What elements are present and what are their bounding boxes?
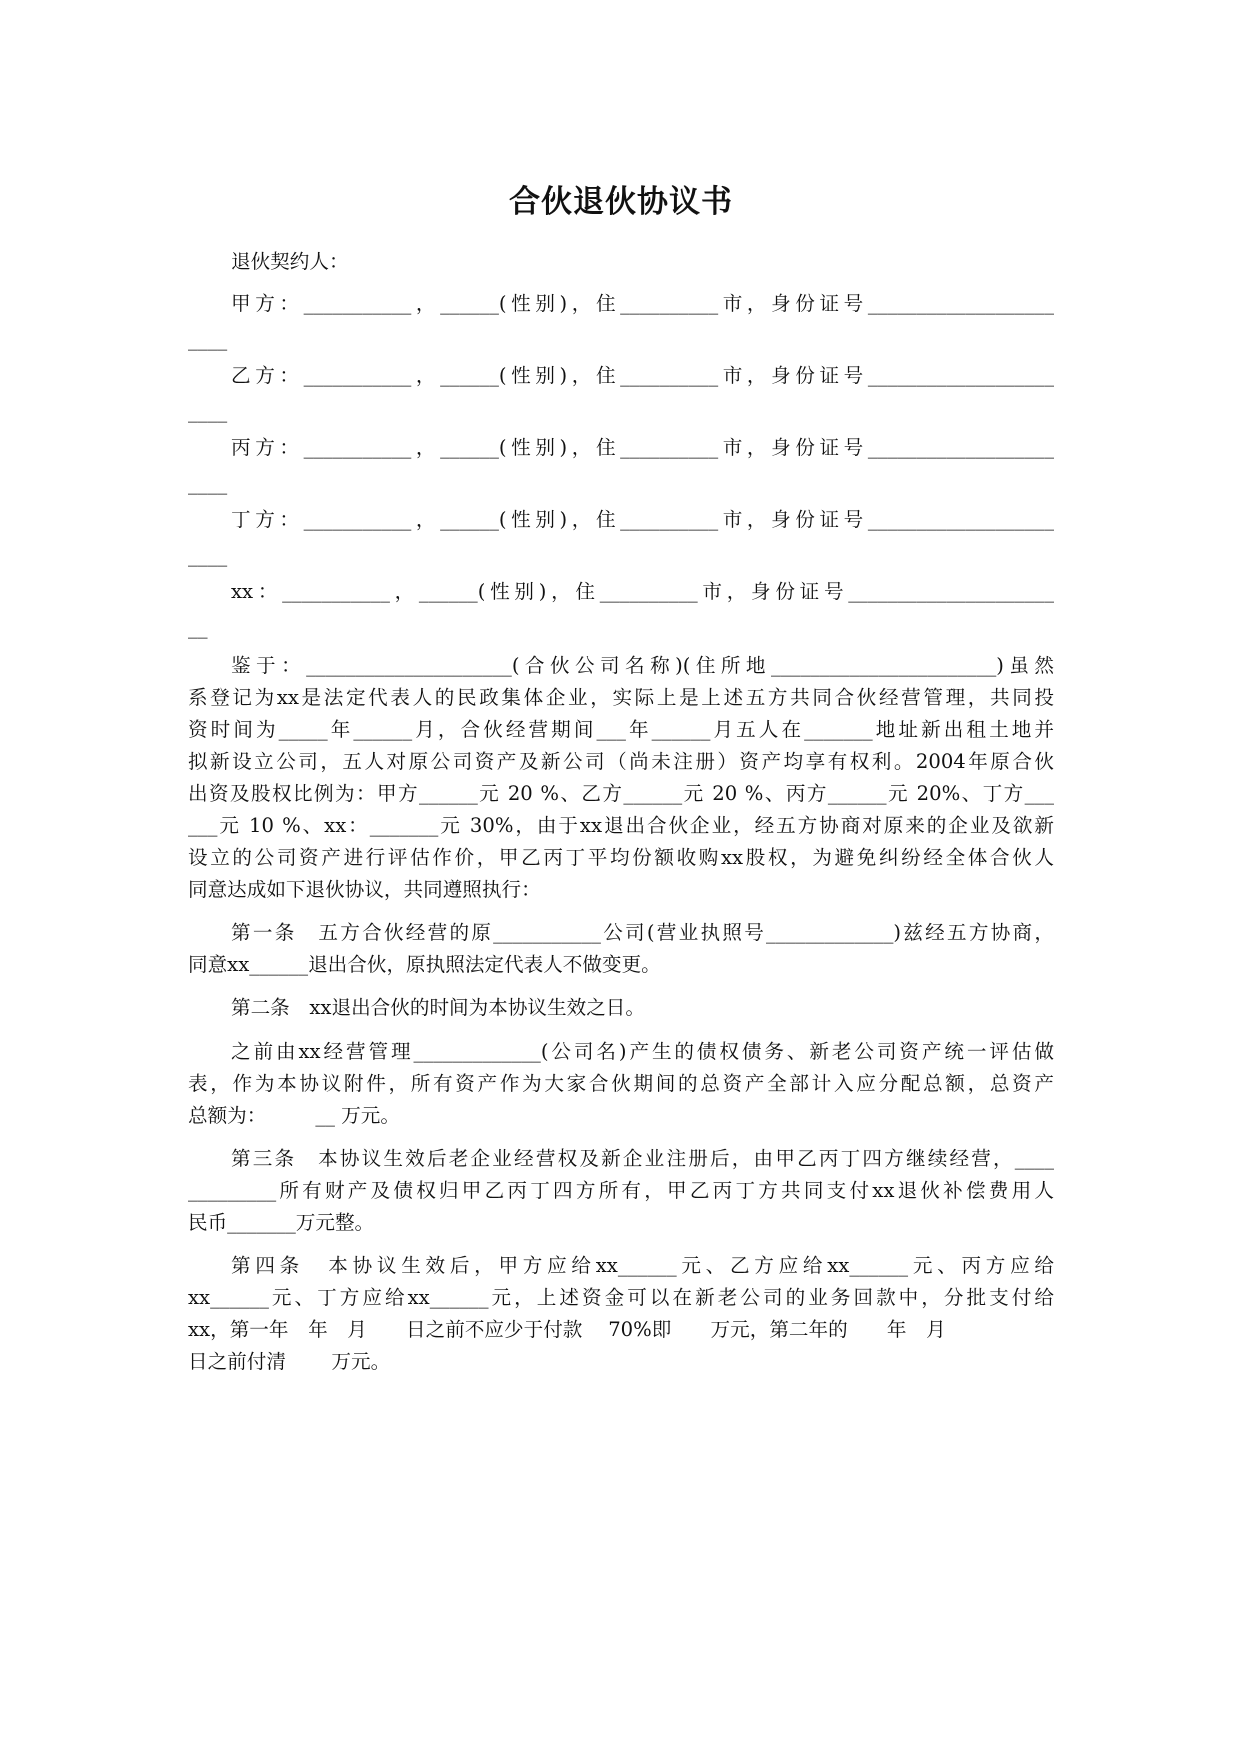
party-bing-line: 丙方：___________，______(性别)，住__________市，身份证号___________________ <box>231 436 1054 459</box>
recital-line: 出资及股权比例为：甲方______元 20 %、乙方______元 20 %、丙方______元 20%、丁方___ <box>188 782 1054 805</box>
article-3-line: _________所有财产及债权归甲乙丙丁四方所有，甲乙丙丁方共同支付xx退伙补偿费用人 <box>188 1179 1054 1202</box>
document-title: 合伙退伙协议书 <box>509 184 733 220</box>
article-1-line: 同意xx______退出合伙，原执照法定代表人不做变更。 <box>188 953 661 976</box>
party-ding-line-continued: ____ <box>188 544 228 567</box>
recital-line: 设立的公司资产进行评估作价，甲乙丙丁平均份额收购xx股权，为避免纠纷经全体合伙人 <box>188 846 1054 869</box>
recital-line: 资时间为_____年______月，合伙经营期间___年______月五人在_______地址新出租土地并 <box>188 718 1054 741</box>
recital-line: 系登记为xx是法定代表人的民政集体企业，实际上是上述五方共同合伙经营管理，共同投 <box>188 686 1054 709</box>
recital-line: 拟新设立公司，五人对原公司资产及新公司（尚未注册）资产均享有权利。2004年原合伙 <box>188 750 1054 773</box>
article-4-line: xx______元、丁方应给xx______元，上述资金可以在新老公司的业务回款中，分批支付给 <box>188 1286 1054 1309</box>
article-4-line: 第四条 本协议生效后，甲方应给xx______元、乙方应给xx______元、丙方应给 <box>231 1254 1054 1277</box>
parties-heading: 退伙契约人： <box>231 250 349 273</box>
recital-line: 同意达成如下退伙协议，共同遵照执行： <box>188 878 541 901</box>
party-bing-line-continued: ____ <box>188 472 228 495</box>
article-3-line: 民币_______万元整。 <box>188 1211 375 1234</box>
party-jia-line: 甲方：___________，______(性别)，住__________市，身份证号___________________ <box>231 292 1054 315</box>
party-yi-line-continued: ____ <box>188 400 228 423</box>
party-xx-line-continued: __ <box>188 616 208 639</box>
article-3-line: 第三条 本协议生效后老企业经营权及新企业注册后，由甲乙丙丁四方继续经营，____ <box>231 1147 1054 1170</box>
recital-line: 鉴于：_____________________(合伙公司名称)(住所地_______________________)虽然 <box>231 654 1054 677</box>
recital-line: ___元 10 %、xx：_______元 30%，由于xx退出合伙企业，经五方协商对原来的企业及欲新 <box>188 814 1054 837</box>
article-1-line: 第一条 五方合伙经营的原___________公司(营业执照号_____________)兹经五方协商， <box>231 921 1054 944</box>
party-yi-line: 乙方：___________，______(性别)，住__________市，身份证号___________________ <box>231 364 1054 387</box>
party-jia-line-continued: ____ <box>188 328 228 351</box>
article-2-detail-line: 之前由xx经营管理_____________(公司名)产生的债权债务、新老公司资产统一评估做 <box>231 1040 1054 1063</box>
article-4-line: 日之前付清 万元。 <box>188 1350 391 1373</box>
article-2-detail-line: 表，作为本协议附件，所有资产作为大家合伙期间的总资产全部计入应分配总额，总资产 <box>188 1072 1054 1095</box>
party-xx-line: xx：___________，______(性别)，住__________市，身份证号_____________________ <box>231 580 1054 603</box>
article-2-detail-line: 总额为： __ 万元。 <box>188 1104 400 1127</box>
party-ding-line: 丁方：___________，______(性别)，住__________市，身份证号___________________ <box>231 508 1054 531</box>
article-4-line: xx，第一年 年 月 日之前不应少于付款 70%即 万元，第二年的 年 月 <box>188 1318 946 1341</box>
article-2-line: 第二条 xx退出合伙的时间为本协议生效之日。 <box>231 996 645 1019</box>
